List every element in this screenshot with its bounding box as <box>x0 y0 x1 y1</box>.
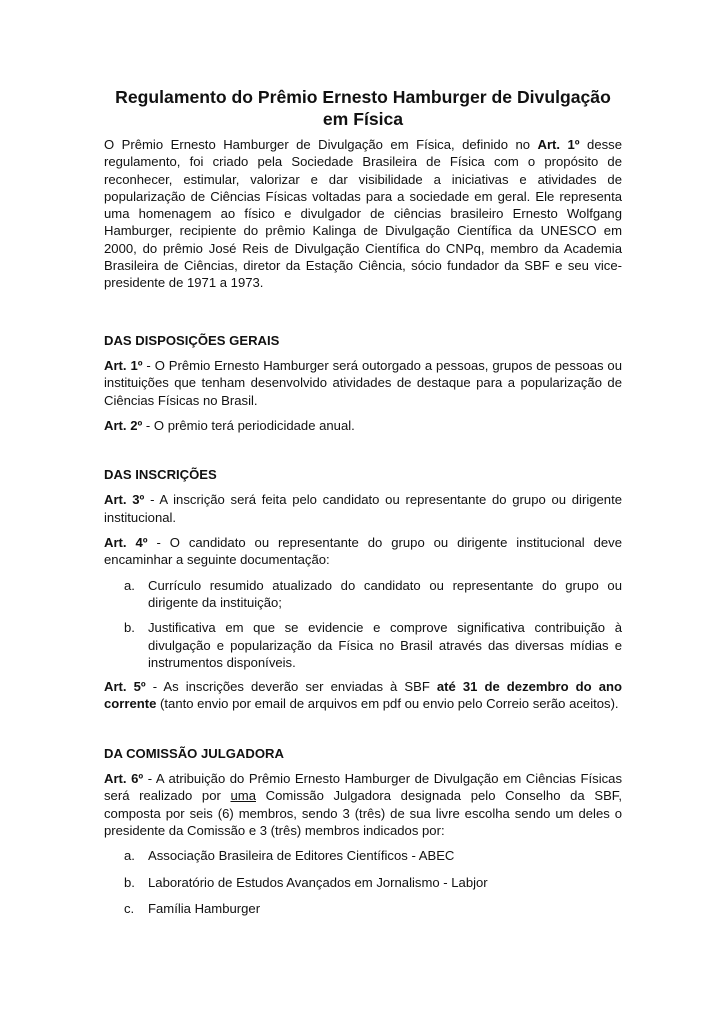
intro-text-start: O Prêmio Ernesto Hamburger de Divulgação em Física, definido no <box>104 137 538 152</box>
list-item <box>104 577 622 612</box>
article-2-label: Art. 2º <box>104 417 143 433</box>
list-item-text: Currículo resumido atualizado do candidato ou representante do grupo ou dirigente da instituição; <box>148 577 622 610</box>
article-3-label: Art. 3º <box>104 492 145 508</box>
article-1 <box>104 357 622 409</box>
article-6-nominator-list <box>104 847 622 917</box>
article-2 <box>104 417 622 434</box>
article-5 <box>104 678 622 713</box>
intro-article-reference: Art. 1º <box>537 137 580 152</box>
article-5-text-start: - As inscrições deverão ser enviadas à SBF <box>145 679 437 695</box>
list-item-marker: b. <box>124 874 135 890</box>
article-6-text-end: Comissão Julgadora designada pelo Conselho da SBF, composta por seis (6) membros, sendo 3 (três) de sua livre escolha sendo um deles o presidente da Comissão e 3 (três) membros indicados por: <box>104 788 622 838</box>
list-item-text: Família Hamburger <box>148 900 261 916</box>
list-item-marker: a. <box>124 577 135 593</box>
article-4 <box>104 534 622 569</box>
article-6-text-start: - A atribuição do Prêmio Ernesto Hamburger de Divulgação em Ciências Físicas será realizado por <box>104 771 622 804</box>
article-5-deadline: até 31 de dezembro do ano corrente <box>104 679 623 712</box>
document-page <box>104 86 622 917</box>
list-item-text: Associação Brasileira de Editores Científicos - ABEC <box>148 848 455 864</box>
article-4-label: Art. 4º <box>104 535 148 551</box>
list-item <box>104 619 622 671</box>
document-title: Regulamento do Prêmio Ernesto Hamburger de Divulgação em Física <box>115 87 611 129</box>
article-2-text: - O prêmio terá periodicidade anual. <box>142 417 355 433</box>
list-item-text: Laboratório de Estudos Avançados em Jornalismo - Labjor <box>148 874 488 890</box>
article-1-text: - O Prêmio Ernesto Hamburger será outorgado a pessoas, grupos de pessoas ou instituições que tenham desenvolvido atividades de destaque para a popularização de Ciências Físicas no Brasil. <box>104 357 622 408</box>
article-5-text-end: (tanto envio por email de arquivos em pdf ou envio pelo Correio serão aceitos). <box>156 696 619 712</box>
article-6-label: Art. 6º <box>104 771 144 787</box>
section-heading-judging-committee: DA COMISSÃO JULGADORA <box>104 745 284 761</box>
section-heading-general-provisions: DAS DISPOSIÇÕES GERAIS <box>104 332 280 348</box>
article-3 <box>104 491 622 526</box>
list-item-marker: a. <box>124 848 135 864</box>
article-6-underlined-word: uma <box>230 788 256 804</box>
list-item <box>104 874 622 891</box>
list-item-marker: b. <box>124 620 135 636</box>
section-heading-registrations: DAS INSCRIÇÕES <box>104 467 217 483</box>
list-item-text: Justificativa em que se evidencie e comprove significativa contribuição à divulgação e popularização da Física no Brasil através das diversas mídias e instrumentos disponíveis. <box>148 620 622 670</box>
intro-paragraph <box>104 136 622 292</box>
article-1-label: Art. 1º <box>104 357 143 373</box>
article-4-text: - O candidato ou representante do grupo ou dirigente institucional deve encaminhar a seguinte documentação: <box>104 535 622 568</box>
list-item <box>104 847 622 864</box>
intro-text-end: desse regulamento, foi criado pela Sociedade Brasileira de Física com o propósito de reconhecer, estimular, valorizar e dar visibilidade a iniciativas e atividades de popularização de Ciências Físicas voltadas para a sociedade em geral. Ele representa uma homenagem ao físico e divulgador de ciências brasileiro Ernesto Wolfgang Hamburger, recipiente do prêmio Kalinga de Divulgação Científica da UNESCO em 2000, do prêmio José Reis de Divulgação Científica do CNPq, membro da Academia Brasileira de Ciências, diretor da Estação Ciência, sócio fundador da SBF e seu vice-presidente de 1971 a 1973. <box>104 137 623 291</box>
list-item <box>104 900 622 917</box>
article-3-text: - A inscrição será feita pelo candidato ou representante do grupo ou dirigente institucional. <box>104 492 622 525</box>
article-4-document-list <box>104 577 622 671</box>
article-5-label: Art. 5º <box>104 679 146 695</box>
list-item-marker: c. <box>124 900 135 916</box>
article-6 <box>104 770 622 839</box>
